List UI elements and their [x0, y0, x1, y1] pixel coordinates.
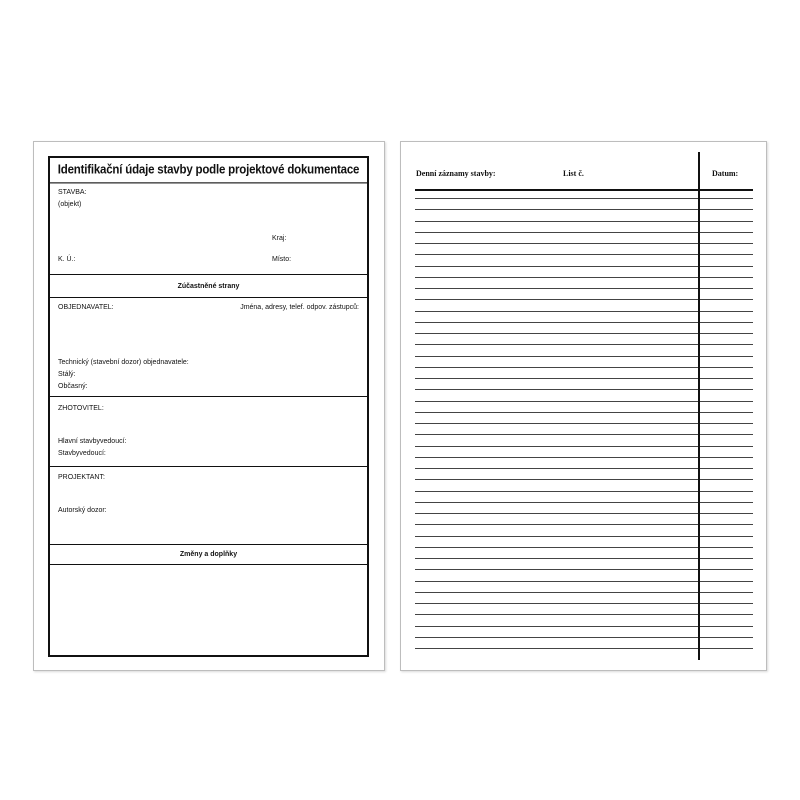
tech-dozor-label: Technický (stavební dozor) objednavatele: [58, 359, 189, 366]
zhotovitel-section [50, 397, 367, 467]
changes-header: Změny a doplňky [50, 545, 367, 565]
ruled-line [415, 266, 753, 267]
ruled-line [415, 626, 753, 627]
staly-label: Stálý: [58, 371, 76, 378]
objednavatel-section [50, 298, 367, 397]
ruled-line [415, 243, 753, 244]
ruled-line [415, 581, 753, 582]
contacts-label: Jména, adresy, telef. odpov. zástupců: [240, 304, 359, 311]
ruled-line [415, 423, 753, 424]
sheet-number-label: List č. [563, 169, 584, 178]
ruled-line [415, 446, 753, 447]
ruled-line [415, 311, 753, 312]
ruled-line [415, 198, 753, 199]
ruled-line [415, 356, 753, 357]
ruled-line [415, 299, 753, 300]
ruled-line [415, 378, 753, 379]
ruled-line [415, 277, 753, 278]
identification-page [33, 141, 385, 671]
ruled-line [415, 209, 753, 210]
ruled-line [415, 569, 753, 570]
header-rule [415, 189, 753, 191]
ruled-line [415, 254, 753, 255]
objednavatel-label: OBJEDNAVATEL: [58, 304, 114, 311]
ruled-line [415, 637, 753, 638]
ruled-line [415, 479, 753, 480]
projektant-section [50, 467, 367, 545]
ruled-line [415, 434, 753, 435]
changes-area [50, 565, 367, 655]
obcasny-label: Občasný: [58, 383, 88, 390]
ruled-line [415, 592, 753, 593]
parties-header: Zúčastněné strany [50, 275, 367, 298]
stavbyvedouci-label: Stavbyvedoucí: [58, 450, 106, 457]
autorsky-dozor-label: Autorský dozor: [58, 507, 107, 514]
objekt-label: (objekt) [58, 201, 82, 208]
ruled-line [415, 401, 753, 402]
zhotovitel-label: ZHOTOVITEL: [58, 405, 104, 412]
daily-entries-page [400, 141, 767, 671]
ruled-line [415, 412, 753, 413]
kraj-label: Kraj: [272, 235, 287, 242]
ruled-line [415, 468, 753, 469]
ruled-line [415, 288, 753, 289]
misto-label: Místo: [272, 256, 292, 263]
stavba-section [50, 182, 367, 275]
ruled-line [415, 389, 753, 390]
ruled-line [415, 648, 753, 649]
ruled-line [415, 536, 753, 537]
ruled-line [415, 232, 753, 233]
ruled-line [415, 457, 753, 458]
ruled-line [415, 547, 753, 548]
ruled-line [415, 367, 753, 368]
date-label: Datum: [712, 169, 739, 178]
date-column-divider [698, 152, 700, 660]
ruled-line [415, 603, 753, 604]
ruled-lines [415, 198, 753, 648]
hlavni-stavbyvedouci-label: Hlavní stavbyvedoucí: [58, 438, 127, 445]
ruled-line [415, 221, 753, 222]
stavba-label: STAVBA: [58, 189, 87, 196]
ruled-line [415, 524, 753, 525]
ruled-line [415, 513, 753, 514]
form-title: Identifikační údaje stavby podle projektové dokumentace [50, 157, 367, 184]
ruled-line [415, 322, 753, 323]
ruled-line [415, 558, 753, 559]
ruled-line [415, 333, 753, 334]
ruled-line [415, 614, 753, 615]
identification-form [48, 156, 369, 657]
ruled-line [415, 344, 753, 345]
ruled-line [415, 491, 753, 492]
ruled-line [415, 502, 753, 503]
entries-label: Denní záznamy stavby: [416, 169, 496, 178]
ku-label: K. Ú.: [58, 256, 76, 263]
projektant-label: PROJEKTANT: [58, 474, 105, 481]
